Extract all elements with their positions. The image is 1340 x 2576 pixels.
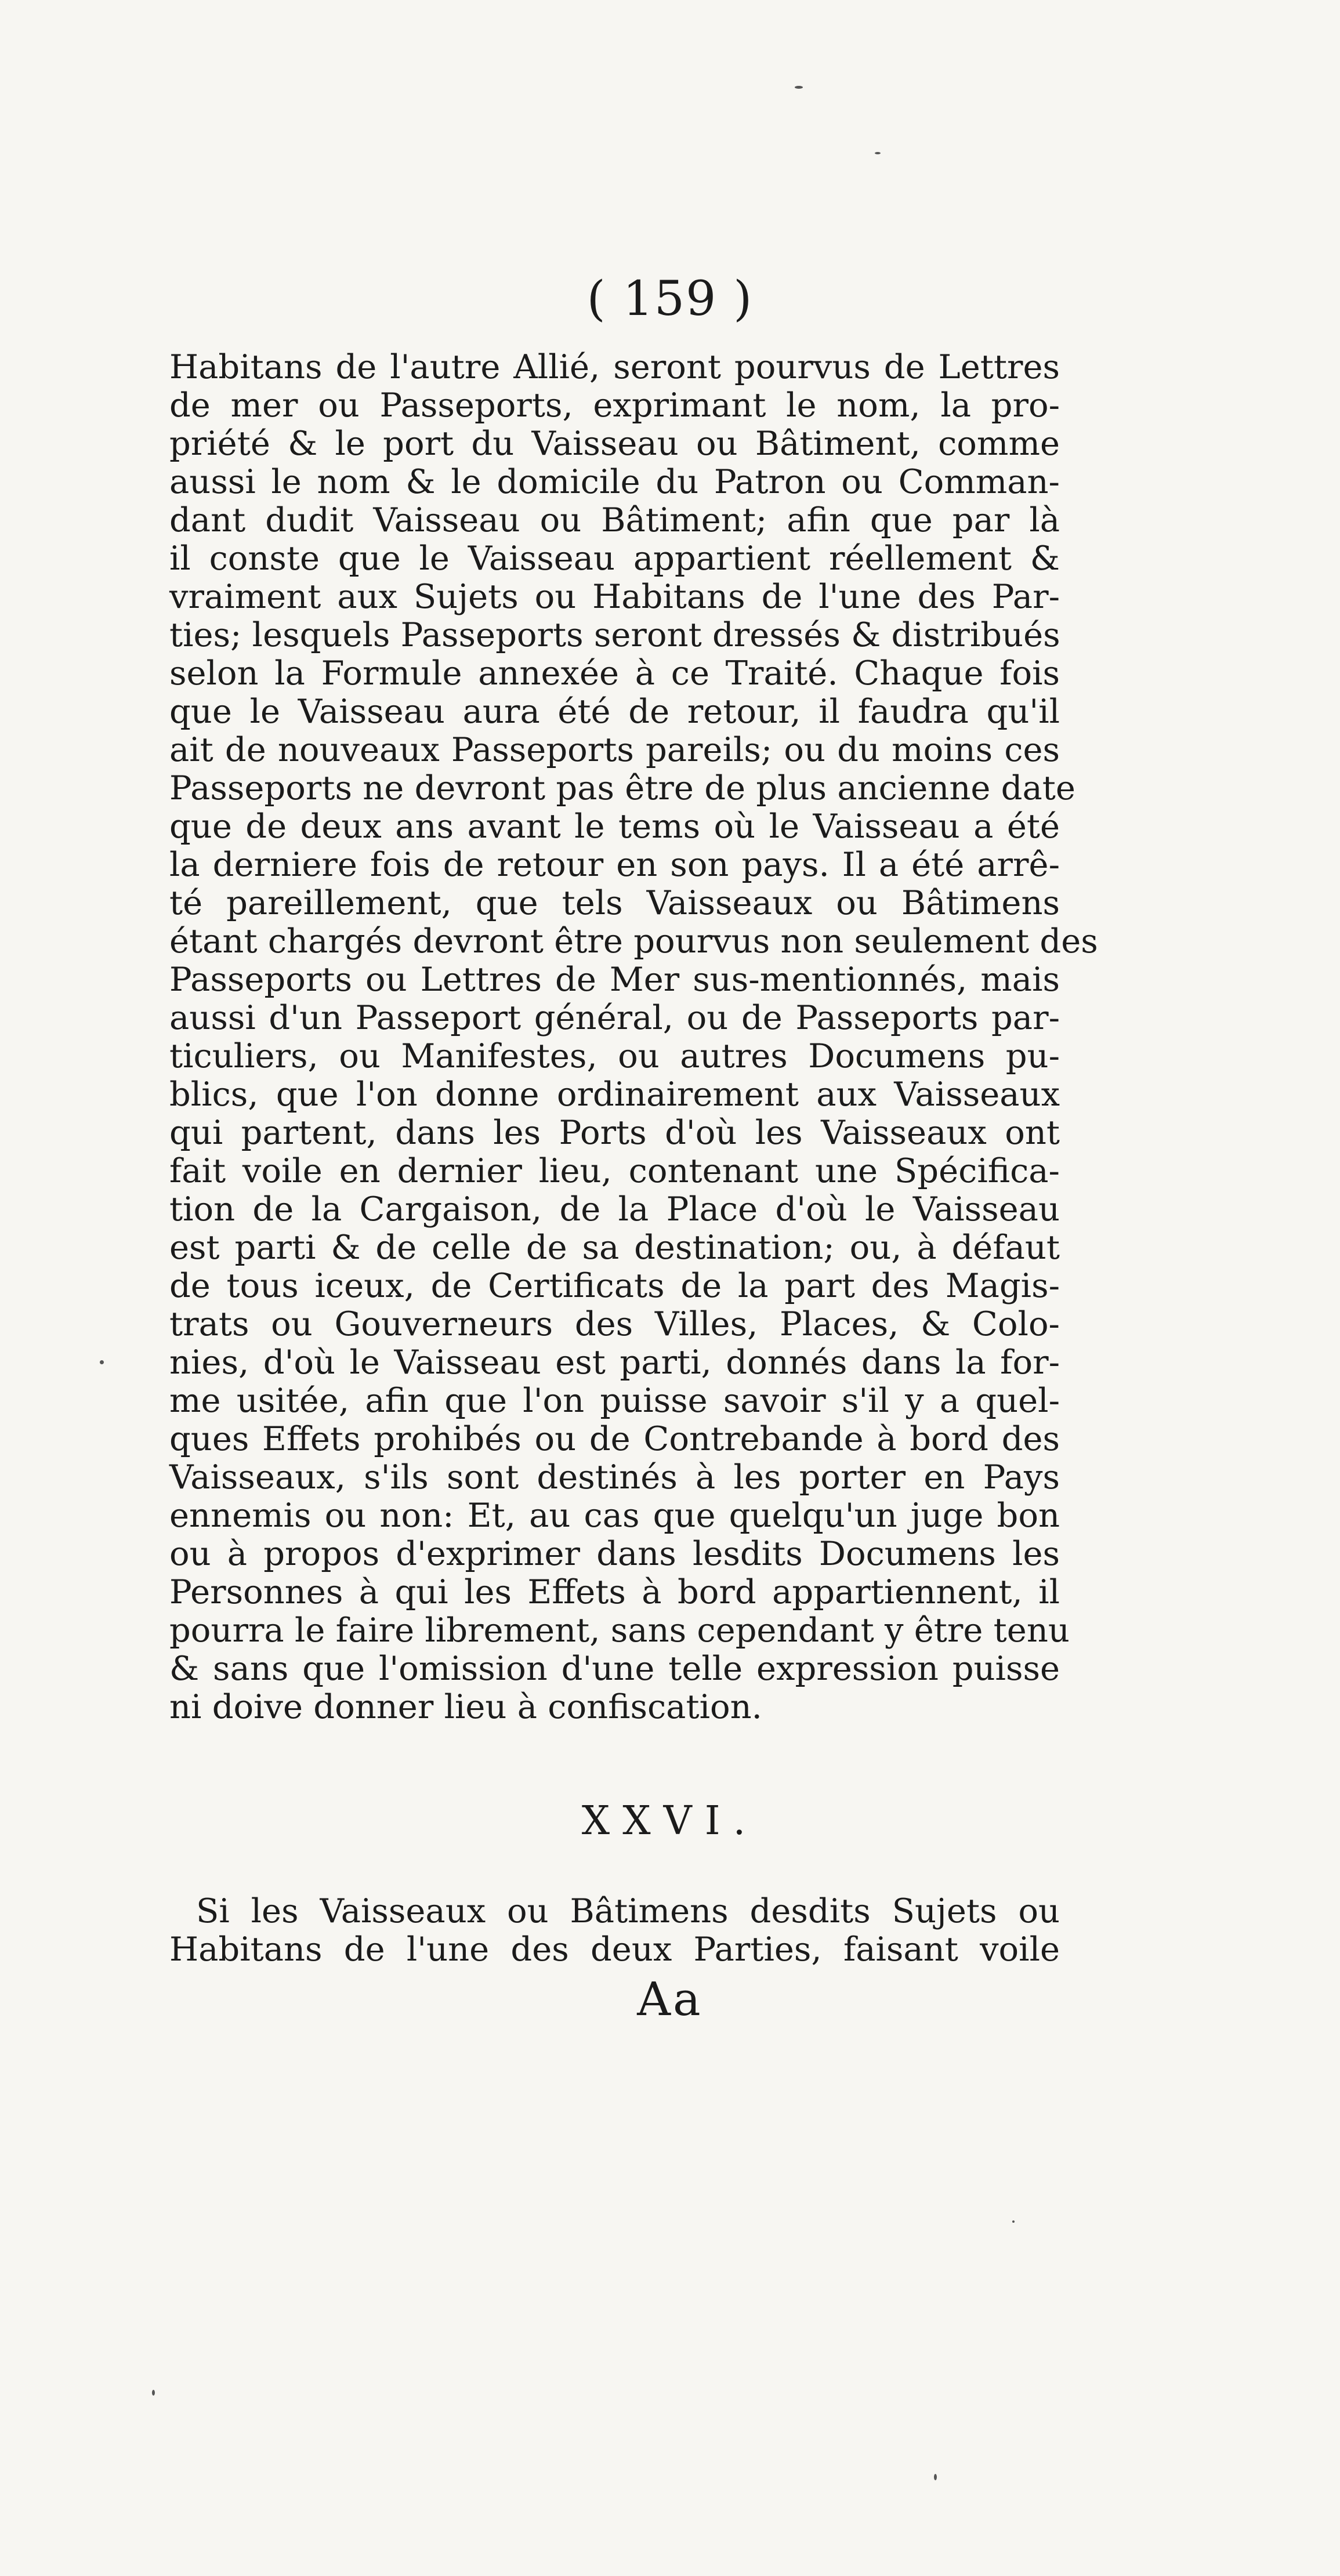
text-line: que le Vaisseau aura été de retour, il faudra qu'il: [169, 692, 1060, 731]
paper-speck: [934, 2474, 937, 2480]
text-line: nies, d'où le Vaisseau est parti, donnés dans la for-: [169, 1343, 1060, 1382]
text-line: fait voile en dernier lieu, contenant une Spécifica-: [169, 1151, 1060, 1190]
text-line: & sans que l'omission d'une telle expression puisse: [169, 1649, 1060, 1688]
text-line: ou à propos d'exprimer dans lesdits Documens les: [169, 1534, 1060, 1573]
text-line: tion de la Cargaison, de la Place d'où le Vaisseau: [169, 1190, 1060, 1229]
text-line: aussi d'un Passeport général, ou de Passeports par-: [169, 998, 1060, 1037]
text-line: dant dudit Vaisseau ou Bâtiment; afin que par là: [169, 501, 1060, 539]
text-line: est parti & de celle de sa destination; ou, à défaut: [169, 1228, 1060, 1267]
text-line: Habitans de l'autre Allié, seront pourvus de Lettres: [169, 347, 1060, 386]
text-line: té pareillement, que tels Vaisseaux ou Bâtimens: [169, 883, 1060, 922]
text-line: me usitée, afin que l'on puisse savoir s'il y a quel-: [169, 1381, 1060, 1420]
paper-speck: [1012, 2220, 1015, 2223]
text-line: de tous iceux, de Certificats de la part des Magis-: [169, 1266, 1060, 1305]
text-line: ennemis ou non: Et, au cas que quelqu'un juge bon: [169, 1496, 1060, 1535]
text-line: selon la Formule annexée à ce Traité. Chaque fois: [169, 654, 1060, 693]
text-line: Habitans de l'une des deux Parties, faisant voile: [169, 1930, 1060, 1969]
text-line: ni doive donner lieu à confiscation.: [169, 1687, 762, 1726]
text-line: de mer ou Passeports, exprimant le nom, la pro-: [169, 386, 1060, 425]
text-line: ques Effets prohibés ou de Contrebande à bord des: [169, 1419, 1060, 1458]
text-line: Personnes à qui les Effets à bord appartiennent, il: [169, 1573, 1060, 1611]
page-number: ( 159 ): [586, 271, 754, 327]
text-line: il conste que le Vaisseau appartient réellement &: [169, 539, 1060, 578]
paper-speck: [875, 152, 881, 154]
text-line: ticuliers, ou Manifestes, ou autres Documens pu-: [169, 1037, 1060, 1075]
text-line: vraiment aux Sujets ou Habitans de l'une des Par-: [169, 577, 1060, 616]
text-line: qui partent, dans les Ports d'où les Vaisseaux ont: [169, 1113, 1060, 1152]
text-line: ait de nouveaux Passeports pareils; ou du moins ces: [169, 730, 1060, 769]
text-line: étant chargés devront être pourvus non seulement des: [169, 922, 1098, 961]
text-line: la derniere fois de retour en son pays. Il a été arrê-: [169, 845, 1060, 884]
text-line: que de deux ans avant le tems où le Vaisseau a été: [169, 807, 1060, 846]
paper-speck: [795, 86, 803, 89]
text-line: pourra le faire librement, sans cependant y être tenu: [169, 1611, 1070, 1650]
signature-mark: Aa: [637, 1972, 703, 2026]
paper-speck: [152, 2390, 155, 2396]
text-line: Vaisseaux, s'ils sont destinés à les porter en Pays: [169, 1458, 1060, 1497]
text-line: Passeports ou Lettres de Mer sus-mentionnés, mais: [169, 960, 1060, 999]
text-line: blics, que l'on donne ordinairement aux Vaisseaux: [169, 1075, 1060, 1114]
section-heading: XXVI.: [581, 1798, 759, 1844]
text-line: aussi le nom & le domicile du Patron ou Comman-: [169, 462, 1060, 501]
text-line: Si les Vaisseaux ou Bâtimens desdits Sujets ou: [196, 1892, 1060, 1930]
body-text: [169, 347, 1098, 1726]
text-line: Passeports ne devront pas être de plus ancienne date: [169, 769, 1075, 807]
paper-speck: [100, 1360, 104, 1364]
next-section-text: [169, 1892, 1060, 1969]
text-line: trats ou Gouverneurs des Villes, Places, & Colo-: [169, 1305, 1060, 1343]
text-line: ties; lesquels Passeports seront dressés & distribués: [169, 615, 1060, 654]
text-line: priété & le port du Vaisseau ou Bâtiment, comme: [169, 424, 1060, 463]
